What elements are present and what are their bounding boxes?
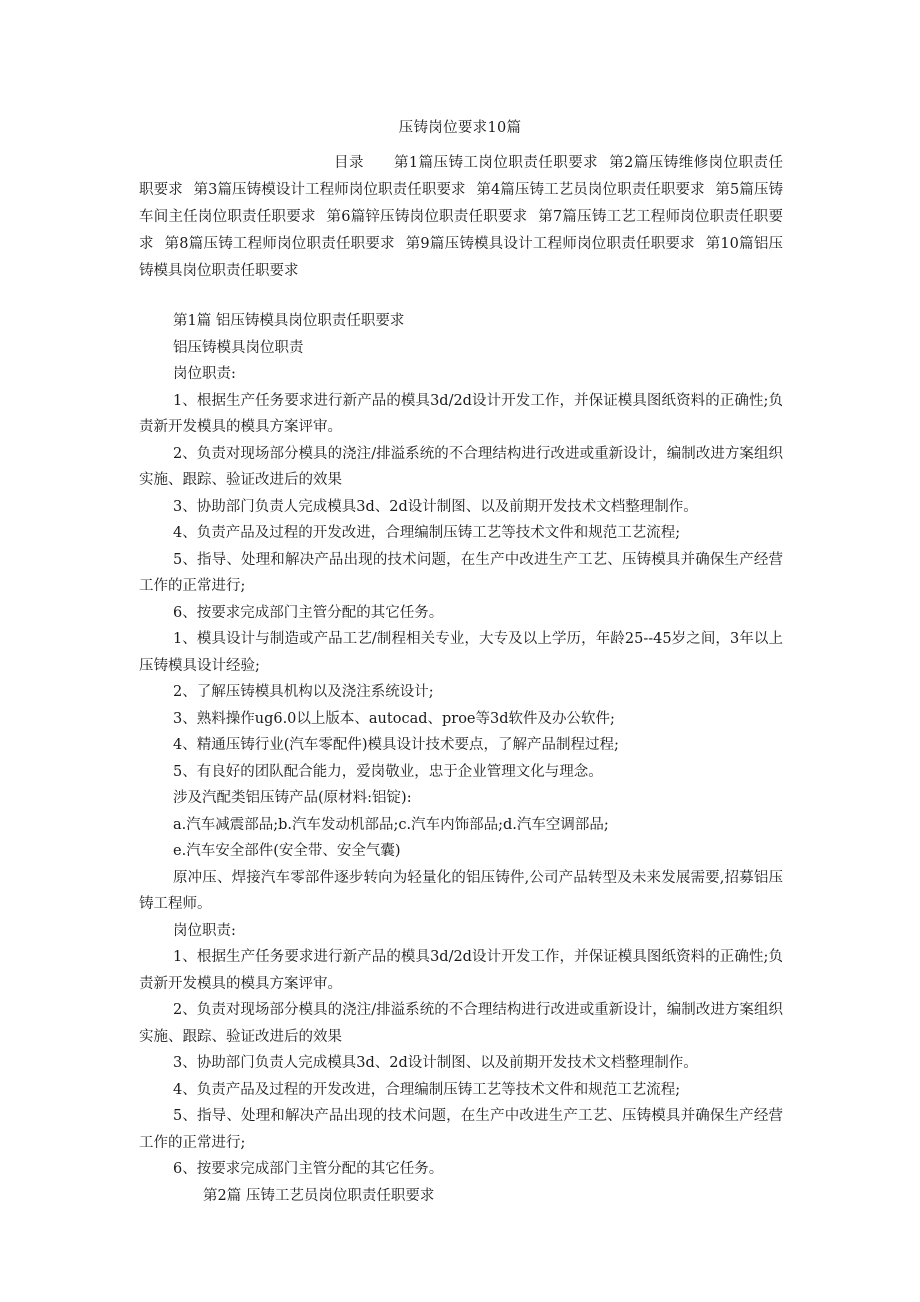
paragraph: 原冲压、焊接汽车零部件逐步转向为轻量化的铝压铸件,公司产品转型及未来发展需要,招募铝压铸工程师。 bbox=[139, 869, 783, 912]
list-item: 2、负责对现场部分模具的浇注/排溢系统的不合理结构进行改进或重新设计，编制改进方案组织实施、跟踪、验证改进后的效果 bbox=[139, 1002, 783, 1045]
subheading: 岗位职责: bbox=[173, 922, 236, 939]
list-item: 6、按要求完成部门主管分配的其它任务。 bbox=[173, 1161, 444, 1177]
toc-item[interactable]: 第9篇压铸模具设计工程师岗位职责任职要求 bbox=[405, 236, 695, 252]
list-item: 4、负责产品及过程的开发改进，合理编制压铸工艺等技术文件和规范工艺流程; bbox=[173, 1081, 681, 1098]
document-body bbox=[139, 308, 783, 1209]
toc-item[interactable]: 第3篇压铸模设计工程师岗位职责任职要求 bbox=[193, 182, 466, 198]
table-of-contents bbox=[139, 150, 783, 285]
list-item: 5、指导、处理和解决产品出现的技术问题，在生产中改进生产工艺、压铸模具并确保生产经营工作的正常进行; bbox=[139, 551, 783, 594]
paragraph: a.汽车减震部品;b.汽车发动机部品;c.汽车内饰部品;d.汽车空调部品; bbox=[173, 816, 609, 833]
toc-item[interactable]: 第6篇锌压铸岗位职责任职要求 bbox=[326, 209, 528, 225]
list-item: 3、协助部门负责人完成模具3d、2d设计制图、以及前期开发技术文档整理制作。 bbox=[173, 498, 698, 515]
list-item: 1、根据生产任务要求进行新产品的模具3d/2d设计开发工作，并保证模具图纸资料的正确性;负责新开发模具的模具方案评审。 bbox=[139, 392, 783, 435]
toc-item[interactable]: 第2篇压铸维修岗位职责任职要求 bbox=[139, 155, 784, 198]
list-item: 4、精通压铸行业(汽车零配件)模具设计技术要点，了解产品制程过程; bbox=[173, 737, 619, 753]
list-item: 3、熟料操作ug6.0以上版本、autocad、proe等3d软件及办公软件; bbox=[173, 710, 615, 727]
toc-label: 目录 bbox=[334, 155, 364, 171]
list-item: 2、负责对现场部分模具的浇注/排溢系统的不合理结构进行改进或重新设计，编制改进方案组织实施、跟踪、验证改进后的效果 bbox=[139, 445, 783, 488]
list-item: 4、负责产品及过程的开发改进，合理编制压铸工艺等技术文件和规范工艺流程; bbox=[173, 525, 681, 541]
toc-item[interactable]: 第8篇压铸工程师岗位职责任职要求 bbox=[164, 236, 395, 252]
section-heading: 第2篇 压铸工艺员岗位职责任职要求 bbox=[203, 1187, 435, 1204]
list-item: 3、协助部门负责人完成模具3d、2d设计制图、以及前期开发技术文档整理制作。 bbox=[173, 1055, 698, 1071]
list-item: 2、了解压铸模具机构以及浇注系统设计; bbox=[173, 684, 434, 700]
document-title: 压铸岗位要求10篇 bbox=[398, 120, 522, 136]
toc-item[interactable]: 第10篇铝压铸模具岗位职责任职要求 bbox=[139, 236, 784, 279]
subheading: 铝压铸模具岗位职责 bbox=[173, 339, 304, 356]
paragraph: e.汽车安全部件(安全带、安全气囊) bbox=[173, 843, 401, 859]
list-item: 6、按要求完成部门主管分配的其它任务。 bbox=[173, 604, 444, 621]
toc-item[interactable]: 第1篇压铸工岗位职责任职要求 bbox=[393, 155, 599, 171]
toc-item[interactable]: 第4篇压铸工艺员岗位职责任职要求 bbox=[476, 182, 705, 198]
list-item: 1、根据生产任务要求进行新产品的模具3d/2d设计开发工作，并保证模具图纸资料的正确性;负责新开发模具的模具方案评审。 bbox=[139, 949, 783, 992]
subheading: 岗位职责: bbox=[173, 366, 236, 382]
toc-item[interactable]: 第5篇压铸车间主任岗位职责任职要求 bbox=[139, 182, 784, 225]
list-item: 5、指导、处理和解决产品出现的技术问题，在生产中改进生产工艺、压铸模具并确保生产经营工作的正常进行; bbox=[139, 1108, 783, 1151]
paragraph: 涉及汽配类铝压铸产品(原材料:铝锭): bbox=[173, 790, 412, 806]
list-item: 5、有良好的团队配合能力，爱岗敬业，忠于企业管理文化与理念。 bbox=[173, 763, 603, 780]
section-heading: 第1篇 铝压铸模具岗位职责任职要求 bbox=[173, 313, 405, 329]
toc-item[interactable]: 第7篇压铸工艺工程师岗位职责任职要求 bbox=[139, 209, 784, 252]
list-item: 1、模具设计与制造或产品工艺/制程相关专业，大专及以上学历，年龄25--45岁之间，3年以上压铸模具设计经验; bbox=[139, 631, 783, 674]
